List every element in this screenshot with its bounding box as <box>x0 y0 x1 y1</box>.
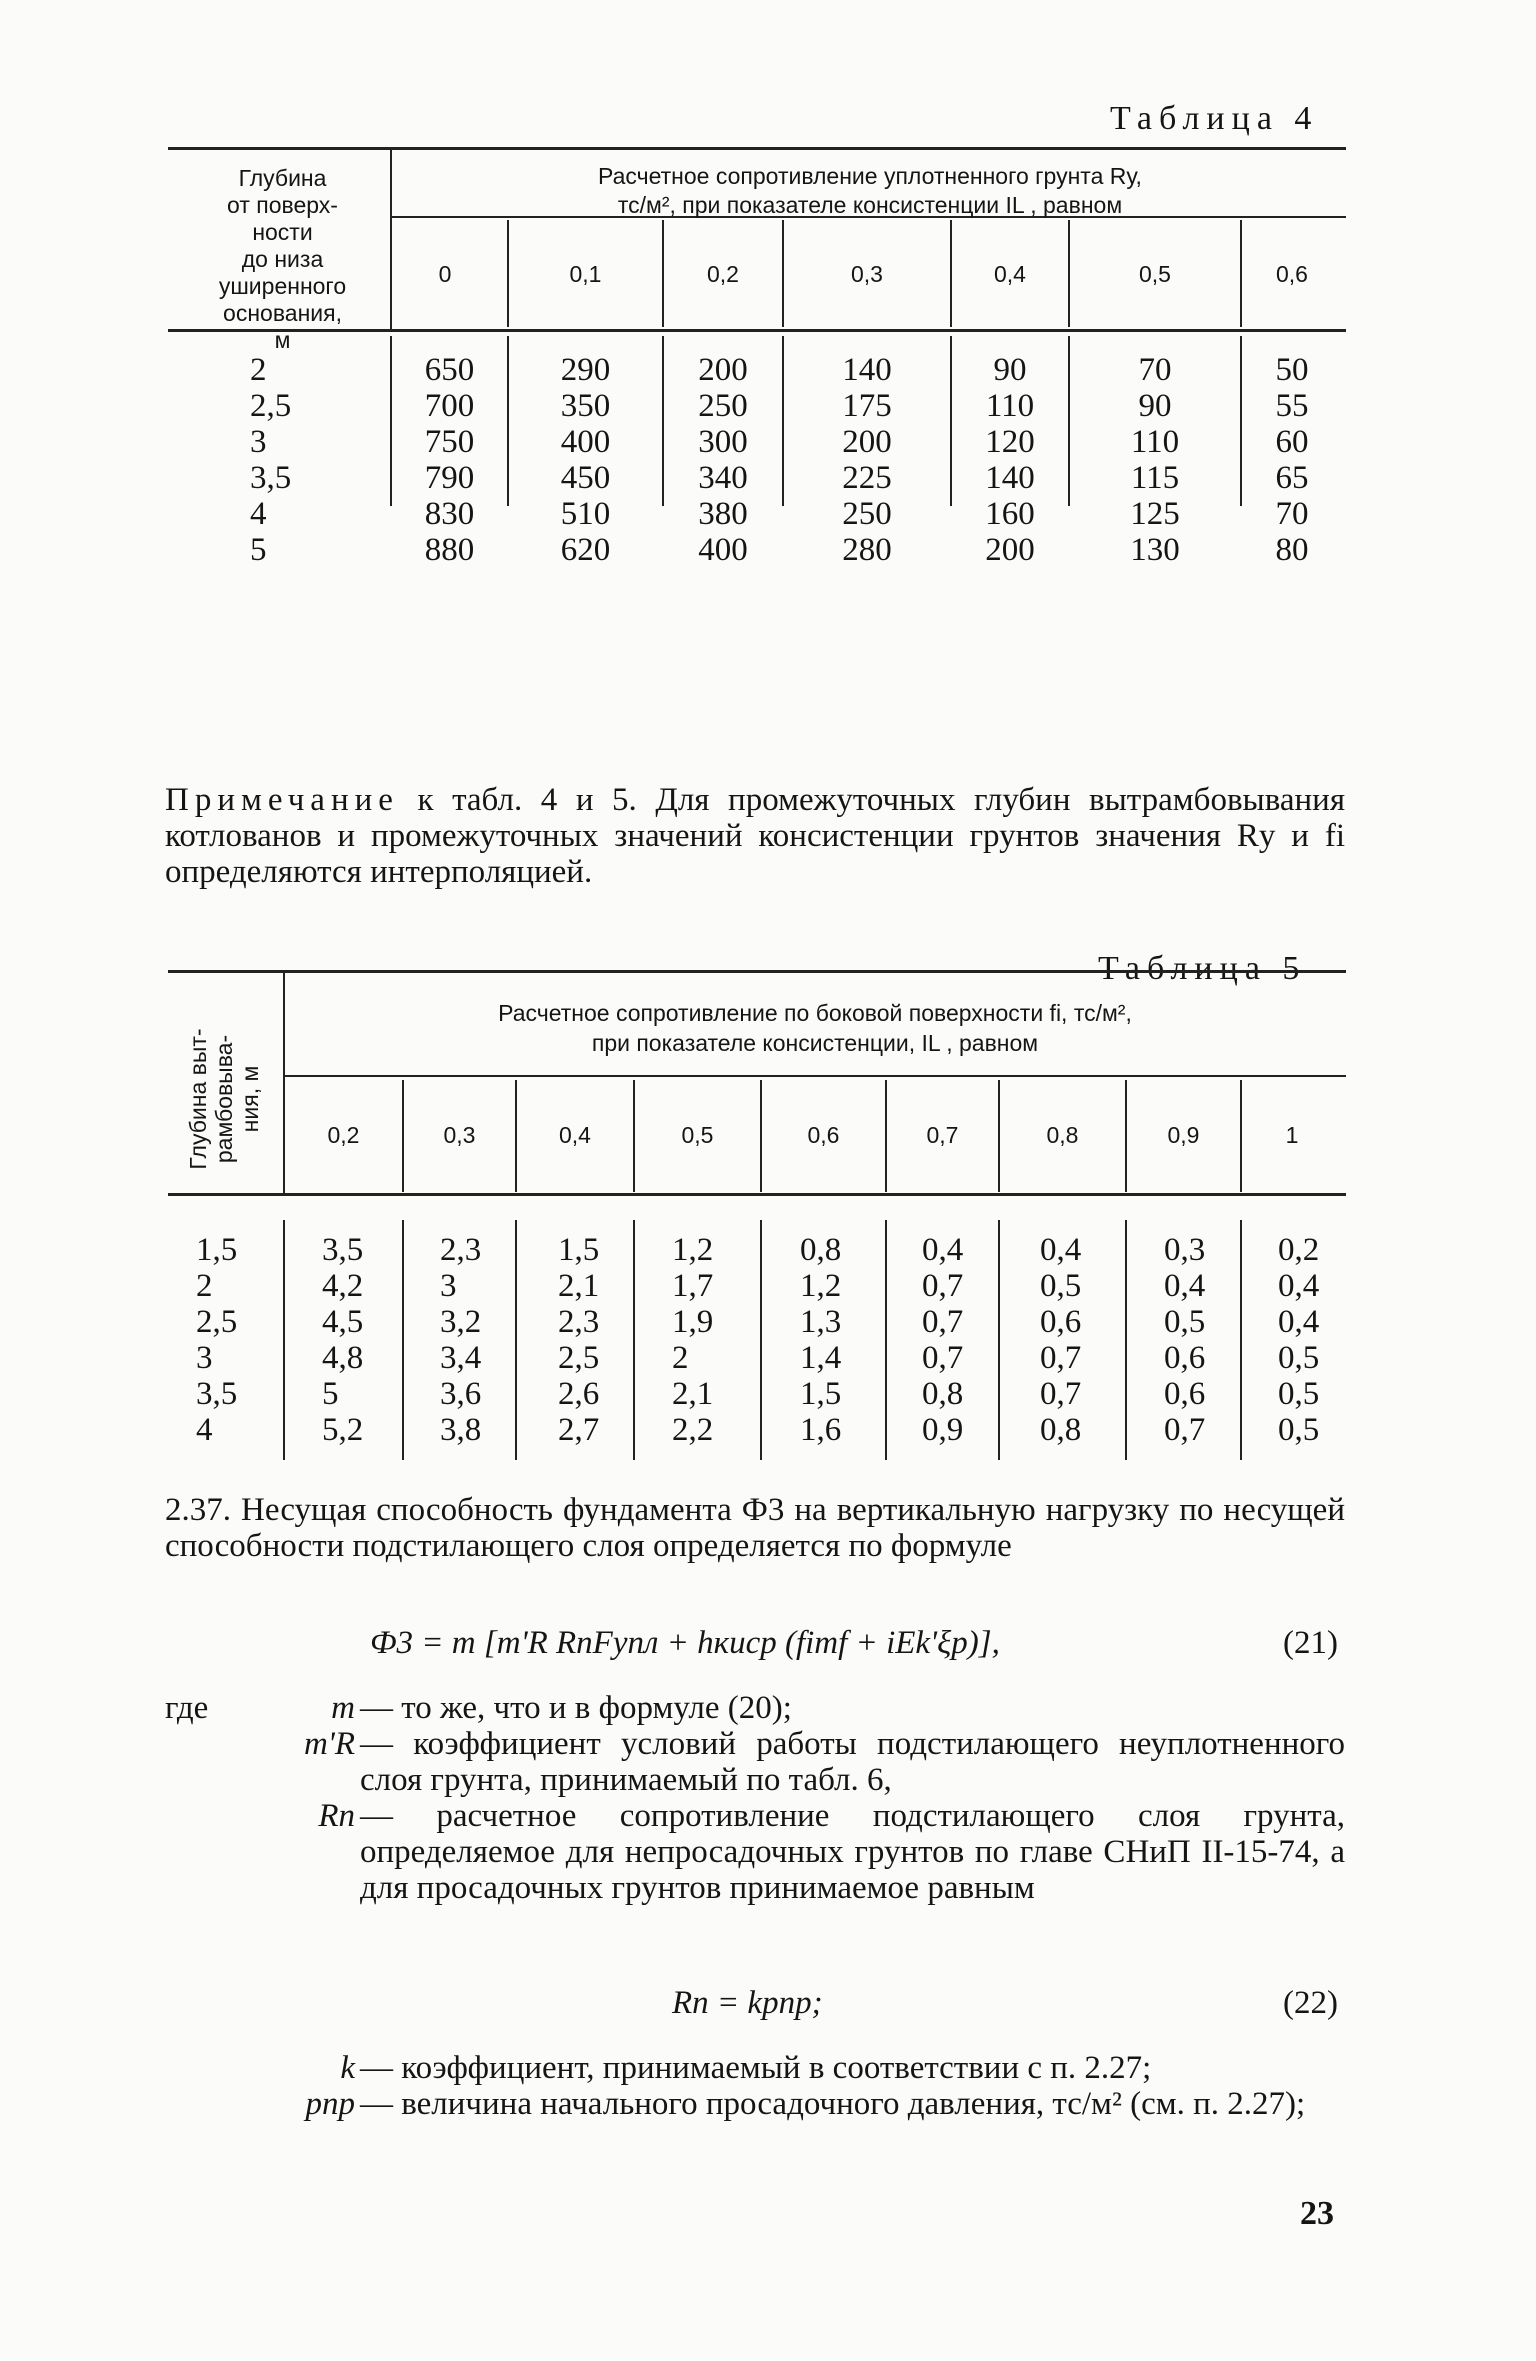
table4-col-header: 0,3 <box>851 261 883 287</box>
table4-values-column: 90 110 120 140 160 200 <box>985 352 1035 568</box>
table5-col-header: 0,9 <box>1167 1122 1200 1148</box>
table5-col-header: 0,4 <box>559 1122 591 1148</box>
note-text: к табл. 4 и 5. Для промежуточных глубин вытрамбовывания котлованов и промежуточных значений консистенции грунтов значения Rу и fi определяются интерполяцией. <box>165 782 1345 890</box>
table4-values-column: 50 55 60 65 70 80 <box>1275 352 1309 568</box>
table5-top-rule <box>168 970 1346 973</box>
table5-group-header: Расчетное сопротивление по боковой поверхности fi, тс/м², при показателе консистенции, IL , равном <box>498 1000 1132 1056</box>
definition-text: — коэффициент, принимаемый в соответствии с п. 2.27; <box>360 2050 1152 2086</box>
table5-values-column: 0,8 1,2 1,3 1,4 1,5 1,6 <box>800 1232 842 1448</box>
page-number: 23 <box>1300 2195 1334 2232</box>
definition-item <box>230 1726 1345 1798</box>
table5-stub-divider-body <box>283 1220 285 1460</box>
table5-values-column: 1,5 2,1 2,3 2,5 2,6 2,7 <box>558 1232 600 1448</box>
table4-depth-column: 2 2,5 3 3,5 4 5 <box>250 352 292 568</box>
table4-group-header: Расчетное сопротивление уплотненного грунта Rу, тс/м², при показателе консистенции IL , равном <box>598 163 1142 218</box>
definition-symbol: pпр <box>305 2086 355 2122</box>
table4-values-column: 290 350 400 450 510 620 <box>560 352 611 568</box>
table5-col-header: 1 <box>1285 1122 1299 1148</box>
definition-item <box>230 2086 1345 2122</box>
note-label: Примечание <box>165 782 399 818</box>
definition-item <box>230 2050 1345 2086</box>
table4-col-header: 0,1 <box>569 261 602 287</box>
definition-text: — то же, что и в формуле (20); <box>360 1690 792 1726</box>
definition-text: — величина начального просадочного давления, тс/м² (см. п. 2.27); <box>360 2086 1306 2122</box>
table5-values-column: 2,3 3 3,2 3,4 3,6 3,8 <box>440 1232 482 1448</box>
table5-values-column: 1,2 1,7 1,9 2 2,1 2,2 <box>672 1232 714 1448</box>
definitions-list <box>230 1690 1345 1906</box>
table5-col-header: 0,5 <box>681 1122 714 1148</box>
definition-item <box>230 1798 1345 1906</box>
table4-col-header: 0 <box>438 261 452 287</box>
formula-22-number: (22) <box>1283 1985 1338 2021</box>
table4-col-header: 0,4 <box>994 261 1026 287</box>
definition-text: — коэффициент условий работы подстилающего неуплотненного слоя грунта, принимаемый по табл. 6, <box>360 1726 1345 1798</box>
table4-stub-divider-head <box>390 149 392 329</box>
definitions-list-2 <box>230 2050 1345 2122</box>
table5-values-column: 0,3 0,4 0,5 0,6 0,6 0,7 <box>1164 1232 1206 1448</box>
table5-col-header: 0,6 <box>807 1122 840 1148</box>
table4-stub-header: Глубина от поверх- ности до низа уширенного основания, м <box>218 165 347 353</box>
where-word: где <box>165 1690 209 1726</box>
table5-caption: Таблица 5 <box>1098 950 1307 987</box>
formula-21: Ф3 = m [m'R RпFупл + hкuср (fimf + iEk'ξр)], <box>370 1625 1000 1661</box>
formula-21-number: (21) <box>1283 1625 1338 1661</box>
table5-values-column: 0,4 0,7 0,7 0,7 0,8 0,9 <box>922 1232 964 1448</box>
table5-stub-header: Глубина выт- рамбовыва- ния, м <box>185 1028 263 1170</box>
table5-header-bottom-rule <box>168 1193 1346 1196</box>
definition-item <box>230 1690 1345 1726</box>
definition-symbol: m'R <box>303 1726 355 1762</box>
table4-col-header: 0,5 <box>1139 261 1171 287</box>
table4-caption: Таблица 4 <box>1110 100 1319 137</box>
table4-values-column: 140 175 200 225 250 280 <box>842 352 892 568</box>
table5-depth-column: 1,5 2 2,5 3 3,5 4 <box>196 1232 238 1448</box>
table-note <box>165 782 1345 890</box>
definition-symbol: Rп <box>318 1798 355 1834</box>
table5-group-rule <box>285 1075 1346 1077</box>
section-2-37: 2.37. Несущая способность фундамента Ф3 на вертикальную нагрузку по несущей способности подстилающего слоя определяется по формуле <box>165 1492 1345 1564</box>
table5-col-header: 0,8 <box>1046 1122 1079 1148</box>
table5-col-header: 0,7 <box>926 1122 959 1148</box>
table5-values-column: 3,5 4,2 4,5 4,8 5 5,2 <box>322 1232 364 1448</box>
table5-stub-divider-head <box>283 972 285 1193</box>
definition-symbol: m <box>331 1690 355 1726</box>
table4-col-header: 0,2 <box>707 261 739 287</box>
table4-top-rule <box>168 147 1346 150</box>
definition-symbol: k <box>340 2050 355 2086</box>
formula-22: Rп = kpпр; <box>672 1985 823 2021</box>
definition-text: — расчетное сопротивление подстилающего слоя грунта, определяемое для непросадочных грунтов по главе СНиП II-15-74, а для просадочных грунтов принимаемое равным <box>360 1798 1345 1906</box>
table4-values-column: 70 90 110 115 125 130 <box>1130 352 1180 568</box>
table5-col-header: 0,2 <box>327 1122 360 1148</box>
table4-col-header: 0,6 <box>1276 261 1308 287</box>
table5-col-header: 0,3 <box>443 1122 476 1148</box>
table4-values-column: 200 250 300 340 380 400 <box>698 352 748 568</box>
table5-values-column: 0,4 0,5 0,6 0,7 0,7 0,8 <box>1040 1232 1082 1448</box>
table5-values-column: 0,2 0,4 0,4 0,5 0,5 0,5 <box>1278 1232 1320 1448</box>
table4-values-column: 650 700 750 790 830 880 <box>424 352 475 568</box>
